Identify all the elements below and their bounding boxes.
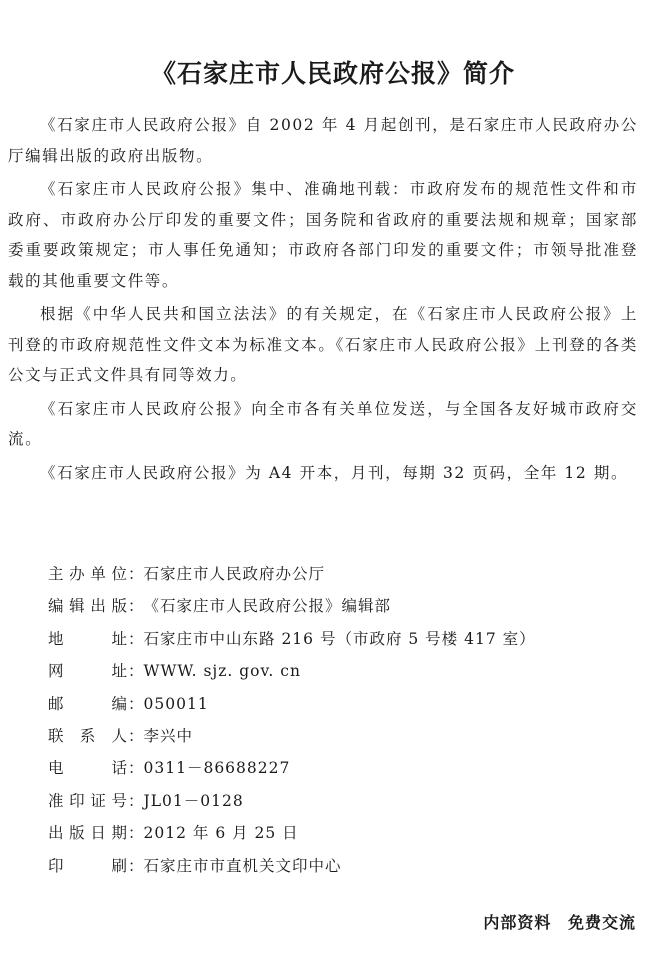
publication-info: [48, 558, 608, 882]
info-label: 出版日期: [48, 824, 128, 843]
info-separator: ：: [128, 759, 144, 778]
info-label: 电话: [48, 759, 128, 778]
info-label: 邮编: [48, 694, 128, 713]
info-row-phone: [48, 752, 608, 784]
info-value: 石家庄市市直机关文印中心: [143, 856, 342, 875]
info-label: 联系人: [48, 726, 128, 745]
info-row-contact: [48, 720, 608, 752]
page-title: 《石家庄市人民政府公报》简介: [150, 59, 515, 88]
footer-note: 内部资料 免费交流: [483, 913, 636, 932]
intro-paragraph: 《石家庄市人民政府公报》向全市各有关单位发送，与全国各友好城市政府交流。: [8, 399, 638, 448]
info-separator: ：: [128, 824, 144, 843]
info-value: 李兴中: [143, 726, 194, 745]
info-value: 2012 年 6 月 25 日: [143, 824, 299, 843]
introduction: [8, 110, 638, 491]
info-row-permit: [48, 785, 608, 817]
intro-paragraph: 《石家庄市人民政府公报》自 2002 年 4 月起创刊，是石家庄市人民政府办公厅编辑出版的政府出版物。: [8, 116, 638, 165]
info-row-website: [48, 655, 608, 687]
info-row-address: [48, 623, 608, 655]
info-row-editor: [48, 590, 608, 622]
info-label: 印刷: [48, 856, 128, 875]
info-label: 地址: [48, 629, 128, 648]
info-value: WWW. sjz. gov. cn: [143, 662, 301, 681]
intro-paragraph: 《石家庄市人民政府公报》为 A4 开本，月刊，每期 32 页码，全年 12 期。: [40, 463, 629, 482]
info-row-sponsor: [48, 558, 608, 590]
info-separator: ：: [128, 726, 144, 745]
intro-paragraph: 《石家庄市人民政府公报》集中、准确地刊载：市政府发布的规范性文件和市政府、市政府办公厅印发的重要文件；国务院和省政府的重要法规和规章；国家部委重要政策规定；市人事任免通知；市政府各部门印发的重要文件；市领导批准登载的其他重要文件等。: [8, 180, 638, 290]
info-separator: ：: [128, 791, 144, 810]
info-label: 主办单位: [48, 565, 128, 583]
info-label: 网址: [48, 662, 128, 681]
info-separator: ：: [128, 694, 144, 713]
info-separator: ：: [128, 565, 144, 583]
info-value: 石家庄市人民政府办公厅: [143, 565, 326, 583]
info-separator: ：: [128, 597, 144, 616]
info-row-postcode: [48, 688, 608, 720]
info-value: 0311－86688227: [143, 759, 291, 778]
info-separator: ：: [128, 662, 144, 681]
info-value: JL01－0128: [143, 791, 244, 810]
info-label: 编辑出版: [48, 597, 128, 616]
info-value: 050011: [143, 694, 209, 713]
intro-paragraph: 根据《中华人民共和国立法法》的有关规定，在《石家庄市人民政府公报》上刊登的市政府规范性文件文本为标准文本。《石家庄市人民政府公报》上刊登的各类公文与正式文件具有同等效力。: [8, 305, 638, 384]
info-label: 准印证号: [48, 791, 128, 810]
info-separator: ：: [128, 629, 144, 648]
info-separator: ：: [128, 856, 144, 875]
info-row-printer: [48, 850, 608, 882]
info-value: 《石家庄市人民政府公报》编辑部: [143, 597, 392, 616]
info-value: 石家庄市中山东路 216 号（市政府 5 号楼 417 室）: [143, 629, 536, 648]
info-row-publish-date: [48, 817, 608, 849]
